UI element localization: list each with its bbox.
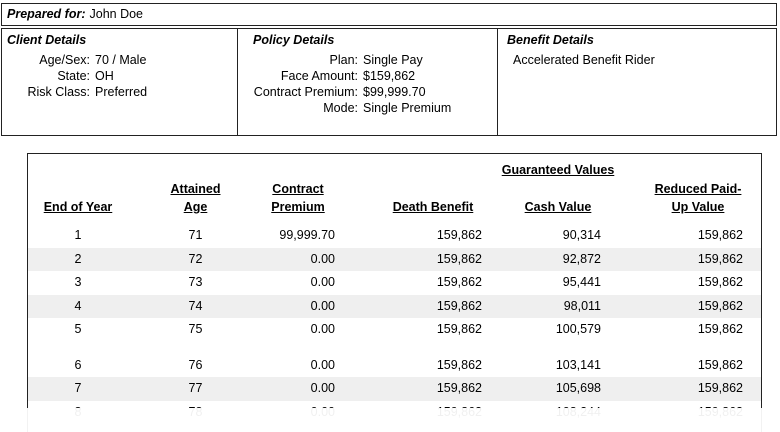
- cell-age: 73: [188, 275, 203, 289]
- client-details-section: [2, 29, 237, 135]
- cell-year: 7: [74, 381, 82, 395]
- cell-premium: 99,999.70: [279, 228, 335, 242]
- age-sex-row: [2, 52, 147, 68]
- benefit-item: Accelerated Benefit Rider: [513, 53, 655, 67]
- table-row: [28, 377, 761, 401]
- header-contract-premium-line2: Premium: [271, 200, 325, 214]
- prepared-for-bar: [1, 3, 777, 26]
- cell-cash-value: 98,011: [563, 298, 601, 313]
- table-row: [28, 224, 761, 248]
- policy-details-heading: Policy Details: [253, 33, 335, 47]
- contract-premium-value: $99,999.70: [363, 85, 426, 99]
- header-reduced-paid-up-line1: Reduced Paid-: [654, 182, 742, 196]
- cell-cash-value: 105,698: [555, 381, 601, 395]
- cell-reduced-paid-up: 159,862: [697, 275, 743, 289]
- plan-label: Plan:: [329, 53, 358, 67]
- risk-class-value: Preferred: [95, 85, 148, 99]
- cell-premium: 0.00: [310, 357, 335, 372]
- cell-death-benefit: 159,862: [436, 228, 482, 242]
- client-details-fields: [2, 52, 147, 100]
- cell-year: 1: [74, 228, 82, 242]
- header-attained-age-line1: Attained: [170, 182, 221, 196]
- contract-premium-row: [238, 84, 451, 100]
- table-row: [28, 318, 761, 342]
- state-value: OH: [95, 69, 114, 83]
- cell-reduced-paid-up: 159,862: [697, 381, 743, 395]
- state-row: [2, 68, 147, 84]
- benefit-details-section: [497, 29, 776, 135]
- contract-premium-label: Contract Premium:: [253, 85, 358, 99]
- guaranteed-values-heading: Guaranteed Values: [501, 163, 615, 177]
- table-row: [28, 354, 761, 378]
- plan-value: Single Pay: [363, 53, 423, 67]
- prepared-for-name: John Doe: [89, 7, 144, 21]
- mode-label: Mode:: [323, 101, 358, 115]
- cell-year: 2: [74, 251, 82, 266]
- header-death-benefit: Death Benefit: [392, 200, 474, 214]
- risk-class-row: [2, 84, 147, 100]
- benefit-details-heading: Benefit Details: [507, 33, 594, 47]
- plan-row: [238, 52, 451, 68]
- cell-age: 75: [188, 322, 203, 336]
- header-reduced-paid-up-line2: Up Value: [671, 200, 725, 214]
- details-panel: [1, 28, 777, 136]
- mode-row: [238, 100, 451, 116]
- cell-death-benefit: 159,862: [436, 251, 482, 266]
- cell-reduced-paid-up: 159,862: [697, 228, 743, 242]
- table-row: [28, 248, 761, 272]
- prepared-for-label: Prepared for:: [7, 7, 86, 21]
- table-body: [28, 224, 761, 424]
- age-sex-label: Age/Sex:: [39, 53, 90, 67]
- face-amount-value: $159,862: [363, 69, 416, 83]
- cell-year: 4: [74, 298, 82, 313]
- cell-cash-value: 90,314: [562, 228, 601, 242]
- cell-cash-value: 92,872: [562, 251, 601, 266]
- cell-premium: 0.00: [310, 275, 335, 289]
- header-end-of-year: End of Year: [43, 200, 113, 214]
- cell-premium: 0.00: [310, 251, 335, 266]
- cell-reduced-paid-up: 159,862: [697, 357, 743, 372]
- client-details-heading: Client Details: [7, 33, 87, 47]
- header-attained-age-line2: Age: [183, 200, 208, 214]
- cell-cash-value: 103,141: [555, 357, 601, 372]
- header-cash-value: Cash Value: [524, 200, 592, 214]
- cell-year: 5: [74, 322, 82, 336]
- cell-reduced-paid-up: 159,862: [697, 251, 743, 266]
- cell-age: 77: [188, 381, 203, 395]
- cell-year: 3: [74, 275, 82, 289]
- risk-class-label: Risk Class:: [27, 85, 90, 99]
- mode-value: Single Premium: [363, 101, 452, 115]
- cell-year: 6: [74, 357, 82, 372]
- policy-details-section: [237, 29, 498, 135]
- cell-premium: 0.00: [310, 322, 335, 336]
- table-row: [28, 295, 761, 319]
- face-amount-label: Face Amount:: [280, 69, 358, 83]
- cell-premium: 0.00: [310, 381, 335, 395]
- cell-age: 76: [188, 357, 203, 372]
- cell-reduced-paid-up: 159,862: [697, 322, 743, 336]
- cell-death-benefit: 159,862: [436, 298, 482, 313]
- cell-death-benefit: 159,862: [436, 381, 482, 395]
- cell-age: 72: [188, 251, 203, 266]
- guaranteed-values-table: [27, 153, 762, 432]
- cell-death-benefit: 159,862: [436, 322, 482, 336]
- bottom-fade-overlay: [0, 408, 780, 432]
- cell-age: 74: [188, 298, 203, 313]
- header-contract-premium-line1: Contract: [272, 182, 324, 196]
- table-row: [28, 271, 761, 295]
- cell-age: 71: [188, 228, 203, 242]
- age-sex-value: 70 / Male: [95, 53, 147, 67]
- cell-reduced-paid-up: 159,862: [697, 298, 743, 313]
- benefit-details-list: [513, 52, 655, 68]
- cell-premium: 0.00: [310, 298, 335, 313]
- cell-cash-value: 100,579: [555, 322, 601, 336]
- cell-cash-value: 95,441: [562, 275, 601, 289]
- face-amount-row: [238, 68, 451, 84]
- policy-details-fields: [238, 52, 451, 116]
- state-label: State:: [57, 69, 90, 83]
- cell-death-benefit: 159,862: [436, 275, 482, 289]
- cell-death-benefit: 159,862: [436, 357, 482, 372]
